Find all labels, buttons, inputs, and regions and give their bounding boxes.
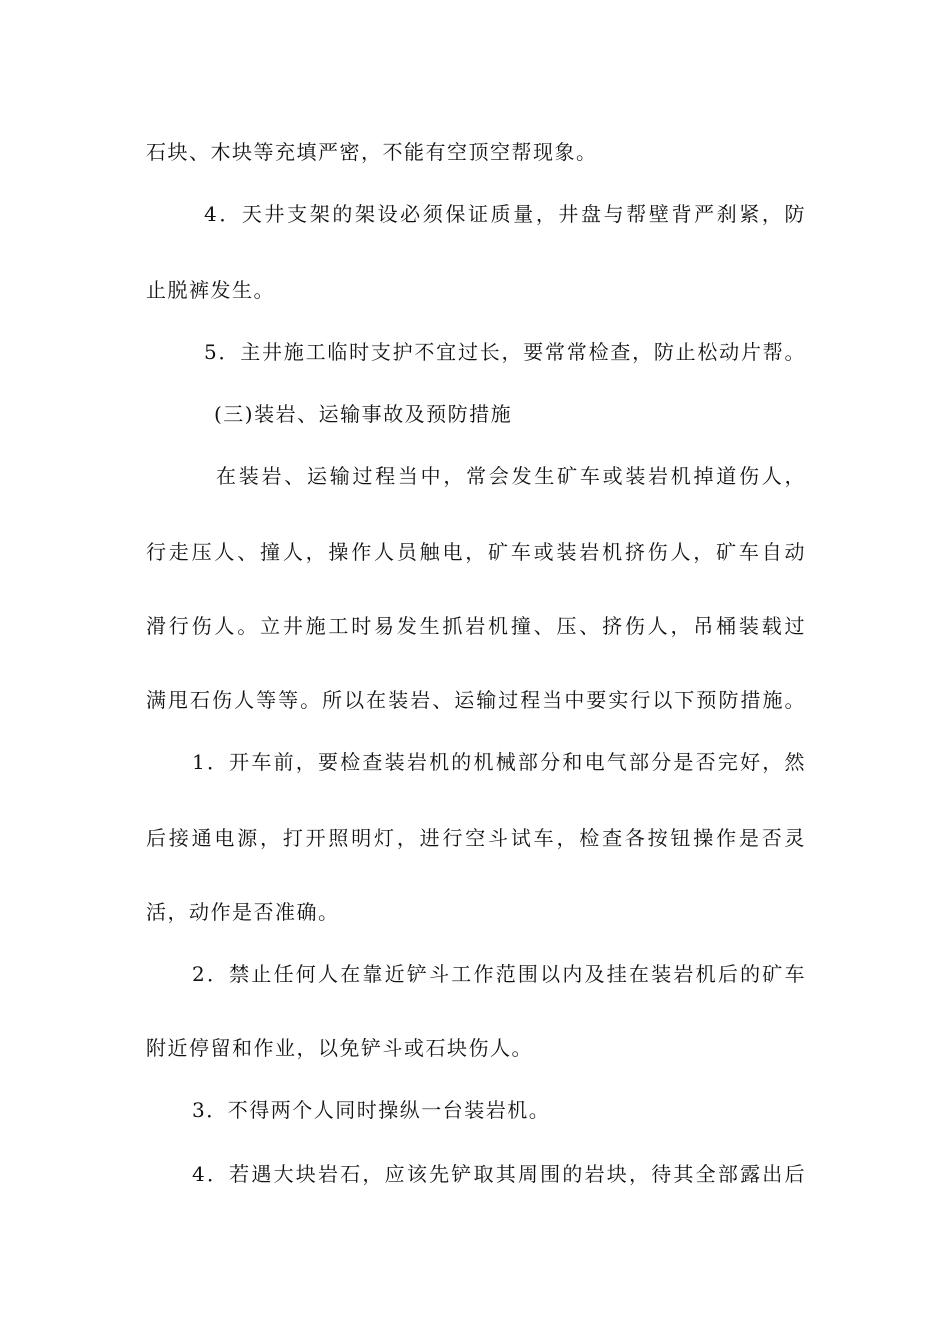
section-heading: (三)装岩、运输事故及预防措施 [214,402,513,426]
text-line: 止脱裤发生。 [146,278,275,302]
text-line: 在装岩、运输过程当中，常会发生矿车或装岩机掉道伤人， [216,464,806,488]
text-line: 1．开车前，要检查装岩机的机械部分和电气部分是否完好，然 [192,750,806,774]
text-line: 4．若遇大块岩石，应该先铲取其周围的岩块，待其全部露出后 [192,1162,806,1186]
text-line: 活，动作是否准确。 [146,900,340,924]
text-line: 滑行伤人。立井施工时易发生抓岩机撞、压、挤伤人，吊桶装载过 [146,614,806,638]
text-line: 2．禁止任何人在靠近铲斗工作范围以内及挂在装岩机后的矿车 [192,962,806,986]
text-line: 行走压人、撞人，操作人员触电，矿车或装岩机挤伤人，矿车自动 [146,540,806,564]
text-line: 后接通电源，打开照明灯，进行空斗试车，检查各按钮操作是否灵 [146,826,806,850]
text-line: 3．不得两个人同时操纵一台装岩机。 [192,1098,551,1122]
text-line: 附近停留和作业，以免铲斗或石块伤人。 [146,1036,533,1060]
text-line: 石块、木块等充填严密，不能有空顶空帮现象。 [146,140,598,164]
text-line: 4．天井支架的架设必须保证质量，井盘与帮壁背严刹紧，防 [204,202,806,226]
text-line: 满甩石伤人等等。所以在装岩、运输过程当中要实行以下预防措施。 [146,688,806,712]
text-line: 5．主井施工临时支护不宜过长，要常常检查，防止松动片帮。 [204,340,806,364]
